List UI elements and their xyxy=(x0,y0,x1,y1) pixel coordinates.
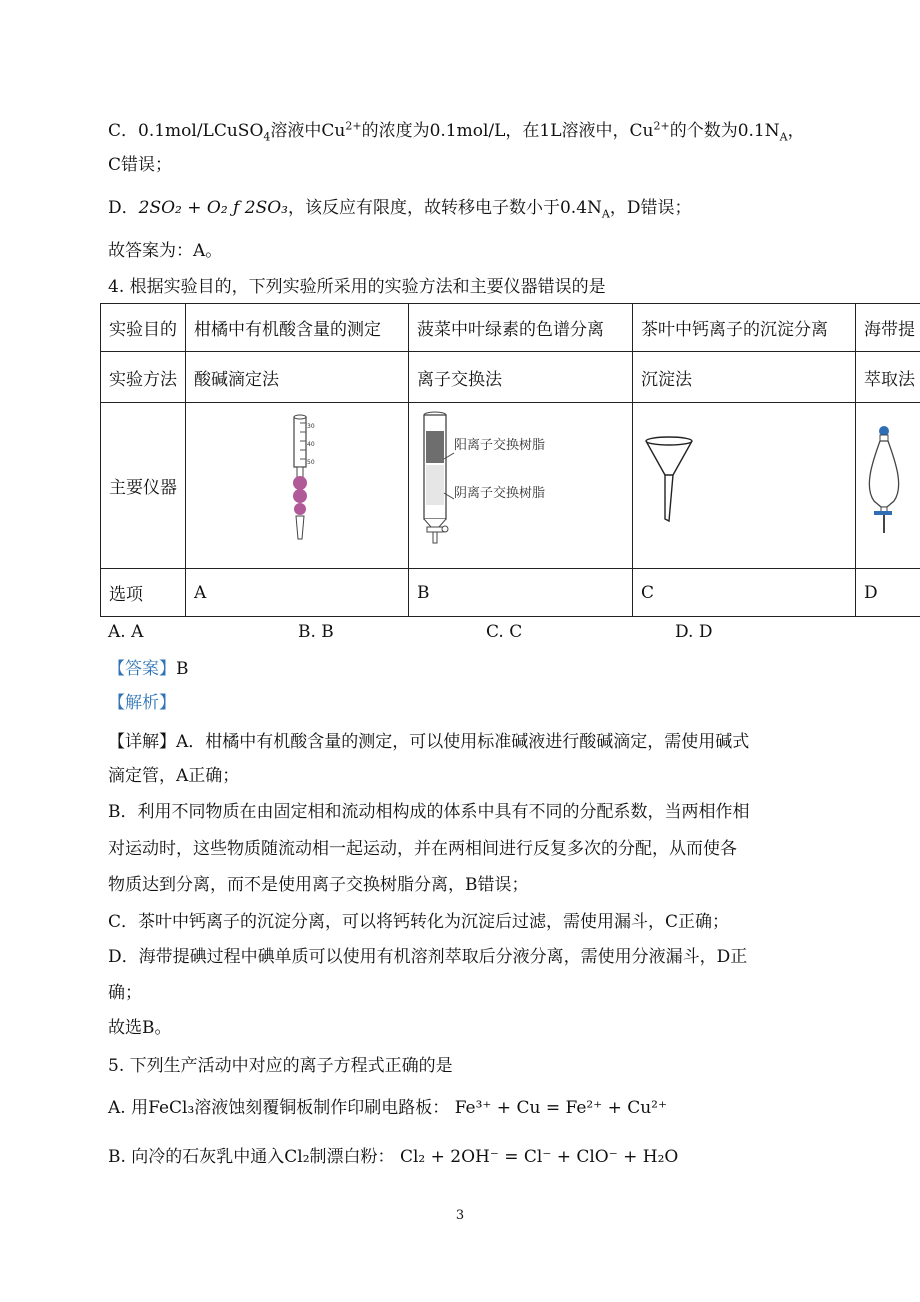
option-d-explanation: D．2SO₂ + O₂ ƒ 2SO₃，该反应有限度，故转移电子数小于$0.4N_A$，D错误； xyxy=(108,198,692,221)
table-row xyxy=(101,352,920,403)
apparatus-cell xyxy=(856,403,920,569)
table-cell: 菠菜中叶绿素的色谱分离 xyxy=(409,304,633,352)
burette-icon xyxy=(186,403,408,563)
table-cell: 茶叶中钙离子的沉淀分离 xyxy=(633,304,856,352)
answer-value: B xyxy=(176,659,189,679)
table-cell: C xyxy=(633,569,856,617)
choice-a: A. A xyxy=(108,622,144,642)
explanation-line: 故选B。 xyxy=(108,1018,172,1038)
explanation-line: 滴定管，A正确； xyxy=(108,766,240,786)
row-header: 主要仪器 xyxy=(101,403,186,569)
table-row xyxy=(101,403,920,569)
previous-answer: 故答案为：A。 xyxy=(108,241,223,261)
table-cell: D xyxy=(856,569,920,617)
equation: Fe³⁺ + Cu = Fe²⁺ + Cu²⁺ xyxy=(454,1098,667,1118)
equation: Cl₂ + 2OH⁻ = Cl⁻ + ClO⁻ + H₂O xyxy=(399,1147,679,1167)
explanation-line: 对运动时，这些物质随流动相一起运动，并在两相间进行反复多次的分配，从而使各 xyxy=(108,839,737,859)
option-c-explanation: C．0.1mol/LCuSO$_4$溶液中$Cu^{2+}$的浓度为0.1mol/L，在1L溶液中，$Cu^{2+}$的个数为$0.1N_A$， xyxy=(108,119,805,144)
ion-exchange-column-icon xyxy=(409,403,632,563)
row-header: 实验目的 xyxy=(101,304,186,352)
tick-label: 50 xyxy=(307,459,315,466)
apparatus-cell xyxy=(633,403,856,569)
explanation-line: B．利用不同物质在由固定相和流动相构成的体系中具有不同的分配系数，当两相作相 xyxy=(108,802,750,822)
table-cell: 酸碱滴定法 xyxy=(186,352,409,403)
funnel-icon xyxy=(633,403,855,563)
row-header: 选项 xyxy=(101,569,186,617)
q5-option-b: B. 向冷的石灰乳中通入Cl₂制漂白粉： Cl₂ + 2OH⁻ = Cl⁻ + ClO⁻ + H₂O xyxy=(108,1147,679,1167)
explanation-line: D．海带提碘过程中碘单质可以使用有机溶剂萃取后分液分离，需使用分液漏斗，D正 xyxy=(108,947,748,967)
separatory-funnel-icon xyxy=(856,403,920,563)
table-cell: 离子交换法 xyxy=(409,352,633,403)
choice-d: D. D xyxy=(675,622,713,642)
table-cell: A xyxy=(186,569,409,617)
table-cell: B xyxy=(409,569,633,617)
tick-label: 30 xyxy=(307,423,315,430)
explanation-line: 确； xyxy=(108,983,142,1003)
apparatus-cell xyxy=(409,403,633,569)
explanation-line: 【详解】A．柑橘中有机酸含量的测定，可以使用标准碱液进行酸碱滴定，需使用碱式 xyxy=(108,732,750,752)
choice-c: C. C xyxy=(486,622,523,642)
anion-resin-label: 阴离子交换树脂 xyxy=(454,486,546,501)
page-number: 3 xyxy=(455,1208,465,1223)
row-header: 实验方法 xyxy=(101,352,186,403)
apparatus-cell xyxy=(186,403,409,569)
experiment-table xyxy=(100,303,920,617)
table-cell: 萃取法 xyxy=(856,352,920,403)
table-row xyxy=(101,304,920,352)
analysis-tag: 【解析】 xyxy=(108,693,176,713)
q5-option-a: A. 用FeCl₃溶液蚀刻覆铜板制作印刷电路板： Fe³⁺ + Cu = Fe²⁺ + Cu²⁺ xyxy=(108,1098,667,1118)
question-5-stem: 5. 下列生产活动中对应的离子方程式正确的是 xyxy=(108,1056,453,1076)
table-cell: 海带提 xyxy=(856,304,920,352)
tick-label: 40 xyxy=(307,441,315,448)
so2-equation: 2SO₂ + O₂ ƒ 2SO₃ xyxy=(138,198,288,218)
explanation-line: C．茶叶中钙离子的沉淀分离，可以将钙转化为沉淀后过滤，需使用漏斗，C正确； xyxy=(108,912,730,932)
choice-b: B. B xyxy=(298,622,334,642)
cation-resin-label: 阳离子交换树脂 xyxy=(454,438,546,453)
answer-line xyxy=(108,658,189,680)
table-cell: 沉淀法 xyxy=(633,352,856,403)
question-4-stem: 4. 根据实验目的，下列实验所采用的实验方法和主要仪器错误的是 xyxy=(108,277,606,297)
answer-tag: 【答案】 xyxy=(108,659,176,679)
explanation-line: 物质达到分离，而不是使用离子交换树脂分离，B错误； xyxy=(108,875,529,895)
table-row xyxy=(101,569,920,617)
option-c-verdict: C错误； xyxy=(108,155,173,175)
table-cell: 柑橘中有机酸含量的测定 xyxy=(186,304,409,352)
